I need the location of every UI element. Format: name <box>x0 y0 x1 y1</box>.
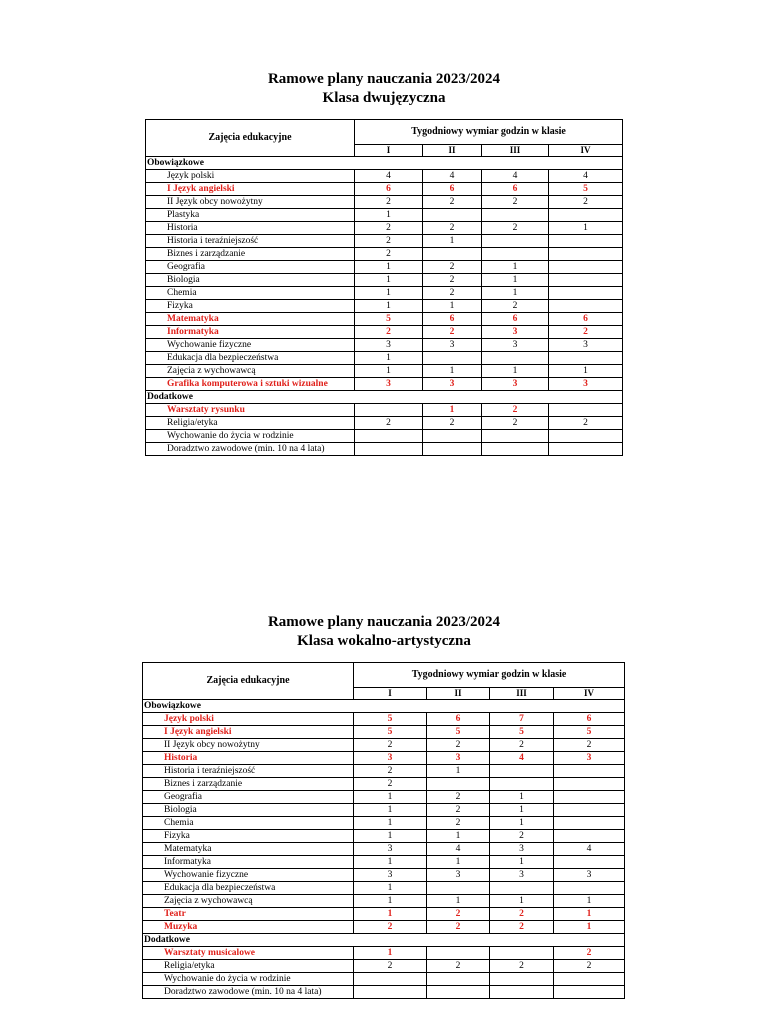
hours-cell: 4 <box>549 170 623 183</box>
subject-name: Edukacja dla bezpieczeństwa <box>146 352 355 365</box>
table-row <box>143 856 625 869</box>
hours-cell: 4 <box>482 170 549 183</box>
subject-name: Warsztaty rysunku <box>146 404 355 417</box>
table-row <box>146 378 623 391</box>
table-row <box>143 986 625 999</box>
hours-cell <box>549 274 623 287</box>
hours-cell: 1 <box>554 921 625 934</box>
plan1-title: Ramowe plany nauczania 2023/2024 <box>267 71 501 87</box>
table-row <box>143 817 625 830</box>
hours-cell <box>490 765 554 778</box>
hours-cell: 1 <box>354 791 427 804</box>
subject-name: Informatyka <box>143 856 354 869</box>
table-row <box>146 365 623 378</box>
hours-cell <box>490 986 554 999</box>
section-label: Obowiązkowe <box>143 700 625 713</box>
hours-cell: 5 <box>354 726 427 739</box>
hours-cell: 1 <box>423 365 482 378</box>
hours-cell: 2 <box>427 817 490 830</box>
subject-name: Doradztwo zawodowe (min. 10 na 4 lata) <box>143 986 354 999</box>
hours-cell: 1 <box>549 365 623 378</box>
hours-cell: 1 <box>427 895 490 908</box>
hours-cell: 5 <box>490 726 554 739</box>
hours-cell: 3 <box>554 752 625 765</box>
hours-cell <box>549 287 623 300</box>
hours-cell: 3 <box>490 869 554 882</box>
hours-cell: 2 <box>427 791 490 804</box>
subject-name: Geografia <box>143 791 354 804</box>
subject-name: Fizyka <box>143 830 354 843</box>
hours-cell <box>482 443 549 456</box>
hours-cell: 2 <box>354 778 427 791</box>
table-header-row <box>143 663 625 688</box>
hours-cell: 1 <box>354 817 427 830</box>
class-header-3: III <box>490 688 554 700</box>
hours-cell <box>423 209 482 222</box>
hours-cell <box>423 352 482 365</box>
subject-name: Historia i teraźniejszość <box>143 765 354 778</box>
section-label: Obowiązkowe <box>146 157 623 170</box>
subject-name: I Język angielski <box>146 183 355 196</box>
hours-cell: 3 <box>423 378 482 391</box>
table-row <box>146 222 623 235</box>
hours-cell <box>423 248 482 261</box>
hours-cell: 4 <box>554 843 625 856</box>
hours-cell: 2 <box>423 222 482 235</box>
hours-cell: 1 <box>354 947 427 960</box>
hours-cell <box>355 430 423 443</box>
subject-name: Wychowanie do życia w rodzinie <box>146 430 355 443</box>
hours-cell: 1 <box>549 222 623 235</box>
table-row <box>143 908 625 921</box>
subject-name: II Język obcy nowożytny <box>146 196 355 209</box>
header-subjects: Zajęcia edukacyjne <box>143 663 354 700</box>
table-row <box>143 739 625 752</box>
hours-cell: 6 <box>554 713 625 726</box>
plan2-title-block <box>0 613 768 651</box>
plan1-subtitle: Klasa dwujęzyczna <box>322 90 446 106</box>
hours-cell: 2 <box>355 222 423 235</box>
hours-cell: 1 <box>354 895 427 908</box>
table-row <box>143 895 625 908</box>
subject-name: Historia i teraźniejszość <box>146 235 355 248</box>
hours-cell: 2 <box>490 960 554 973</box>
table-row <box>143 973 625 986</box>
hours-cell: 3 <box>354 843 427 856</box>
hours-cell <box>354 986 427 999</box>
hours-cell: 1 <box>427 830 490 843</box>
hours-cell: 2 <box>355 196 423 209</box>
subject-name: Biznes i zarządzanie <box>146 248 355 261</box>
subject-name: I Język angielski <box>143 726 354 739</box>
hours-cell: 1 <box>427 765 490 778</box>
hours-cell: 3 <box>554 869 625 882</box>
table-row <box>143 947 625 960</box>
header-subjects: Zajęcia edukacyjne <box>146 120 355 157</box>
hours-cell <box>549 248 623 261</box>
hours-cell: 3 <box>354 869 427 882</box>
hours-cell: 1 <box>354 908 427 921</box>
hours-cell: 1 <box>354 882 427 895</box>
hours-cell: 3 <box>482 326 549 339</box>
hours-cell: 2 <box>554 739 625 752</box>
hours-cell <box>549 404 623 417</box>
hours-cell: 6 <box>482 313 549 326</box>
hours-cell: 4 <box>423 170 482 183</box>
header-hours: Tygodniowy wymiar godzin w klasie <box>354 663 625 688</box>
hours-cell: 2 <box>423 287 482 300</box>
subject-name: Doradztwo zawodowe (min. 10 na 4 lata) <box>146 443 355 456</box>
hours-cell: 1 <box>482 287 549 300</box>
class-header-4: IV <box>549 145 623 157</box>
table-row <box>146 170 623 183</box>
hours-cell: 2 <box>427 908 490 921</box>
subject-name: Warsztaty musicalowe <box>143 947 354 960</box>
hours-cell: 6 <box>355 183 423 196</box>
table-row <box>146 430 623 443</box>
hours-cell: 2 <box>423 196 482 209</box>
hours-cell <box>423 443 482 456</box>
section-row <box>146 157 623 170</box>
hours-cell <box>554 973 625 986</box>
hours-cell <box>490 778 554 791</box>
class-header-1: I <box>354 688 427 700</box>
subject-name: Biologia <box>143 804 354 817</box>
hours-cell <box>554 830 625 843</box>
hours-cell: 2 <box>549 417 623 430</box>
hours-cell <box>355 443 423 456</box>
hours-cell <box>427 947 490 960</box>
hours-cell: 2 <box>423 274 482 287</box>
table-row <box>146 235 623 248</box>
hours-cell: 2 <box>482 404 549 417</box>
hours-cell: 1 <box>355 300 423 313</box>
table-row <box>146 404 623 417</box>
hours-cell <box>549 443 623 456</box>
table-row <box>143 765 625 778</box>
hours-cell: 6 <box>427 713 490 726</box>
hours-cell: 2 <box>355 248 423 261</box>
hours-cell: 2 <box>423 326 482 339</box>
table-row <box>146 326 623 339</box>
hours-cell <box>355 404 423 417</box>
hours-cell: 1 <box>490 895 554 908</box>
table-row <box>146 209 623 222</box>
hours-cell: 1 <box>482 365 549 378</box>
table-row <box>146 300 623 313</box>
table-row <box>146 443 623 456</box>
class-header-3: III <box>482 145 549 157</box>
hours-cell: 5 <box>427 726 490 739</box>
table-row <box>143 752 625 765</box>
hours-cell: 5 <box>554 726 625 739</box>
hours-cell <box>554 765 625 778</box>
hours-cell: 1 <box>554 895 625 908</box>
hours-cell: 2 <box>427 921 490 934</box>
hours-cell <box>490 973 554 986</box>
hours-cell: 4 <box>355 170 423 183</box>
hours-cell: 2 <box>427 804 490 817</box>
subject-name: Matematyka <box>146 313 355 326</box>
hours-cell: 4 <box>427 843 490 856</box>
subject-name: Historia <box>146 222 355 235</box>
class-header-1: I <box>355 145 423 157</box>
hours-cell <box>490 882 554 895</box>
hours-cell: 2 <box>354 960 427 973</box>
subject-name: Religia/etyka <box>146 417 355 430</box>
hours-cell <box>549 261 623 274</box>
hours-cell: 2 <box>482 196 549 209</box>
hours-cell: 1 <box>482 261 549 274</box>
subject-name: Religia/etyka <box>143 960 354 973</box>
subject-name: Teatr <box>143 908 354 921</box>
table-row <box>143 778 625 791</box>
hours-cell: 2 <box>490 739 554 752</box>
hours-cell: 2 <box>423 417 482 430</box>
hours-cell <box>549 430 623 443</box>
hours-cell: 1 <box>490 804 554 817</box>
hours-cell <box>482 248 549 261</box>
hours-cell <box>423 430 482 443</box>
hours-cell: 4 <box>490 752 554 765</box>
hours-cell: 1 <box>355 352 423 365</box>
hours-cell <box>554 778 625 791</box>
hours-cell: 2 <box>354 765 427 778</box>
hours-cell: 7 <box>490 713 554 726</box>
subject-name: Zajęcia z wychowawcą <box>143 895 354 908</box>
subject-name: Historia <box>143 752 354 765</box>
table-row <box>143 869 625 882</box>
hours-cell: 1 <box>490 856 554 869</box>
table-row <box>146 352 623 365</box>
hours-cell: 6 <box>482 183 549 196</box>
table-row <box>146 417 623 430</box>
hours-cell: 1 <box>354 856 427 869</box>
table-row <box>143 843 625 856</box>
hours-cell <box>549 352 623 365</box>
plan2-table <box>142 662 625 999</box>
hours-cell: 1 <box>482 274 549 287</box>
hours-cell: 1 <box>355 261 423 274</box>
hours-cell: 3 <box>482 378 549 391</box>
section-label: Dodatkowe <box>146 391 623 404</box>
hours-cell: 1 <box>423 404 482 417</box>
subject-name: Muzyka <box>143 921 354 934</box>
hours-cell: 2 <box>490 921 554 934</box>
hours-cell: 1 <box>355 274 423 287</box>
hours-cell: 3 <box>423 339 482 352</box>
plan2-subtitle: Klasa wokalno-artystyczna <box>297 633 471 649</box>
hours-cell: 3 <box>427 752 490 765</box>
hours-cell: 1 <box>354 830 427 843</box>
subject-name: Język polski <box>146 170 355 183</box>
hours-cell <box>549 300 623 313</box>
hours-cell: 6 <box>423 183 482 196</box>
subject-name: Grafika komputerowa i sztuki wizualne <box>146 378 355 391</box>
hours-cell <box>549 235 623 248</box>
hours-cell: 2 <box>355 417 423 430</box>
hours-cell: 2 <box>554 960 625 973</box>
hours-cell: 3 <box>549 339 623 352</box>
hours-cell: 2 <box>355 326 423 339</box>
section-row <box>146 391 623 404</box>
hours-cell: 1 <box>427 856 490 869</box>
hours-cell: 3 <box>355 339 423 352</box>
hours-cell <box>554 817 625 830</box>
class-header-2: II <box>423 145 482 157</box>
hours-cell: 5 <box>354 713 427 726</box>
hours-cell <box>482 209 549 222</box>
table-row <box>143 713 625 726</box>
hours-cell: 2 <box>482 417 549 430</box>
hours-cell: 2 <box>490 830 554 843</box>
table-row <box>146 339 623 352</box>
plan2-title: Ramowe plany nauczania 2023/2024 <box>267 614 501 630</box>
subject-name: Matematyka <box>143 843 354 856</box>
hours-cell: 3 <box>355 378 423 391</box>
hours-cell: 1 <box>355 287 423 300</box>
table-row <box>146 274 623 287</box>
hours-cell: 3 <box>354 752 427 765</box>
hours-cell: 1 <box>354 804 427 817</box>
hours-cell: 2 <box>354 739 427 752</box>
subject-name: Wychowanie do życia w rodzinie <box>143 973 354 986</box>
hours-cell <box>427 986 490 999</box>
table-row <box>143 921 625 934</box>
hours-cell <box>554 791 625 804</box>
hours-cell: 3 <box>490 843 554 856</box>
hours-cell <box>427 778 490 791</box>
hours-cell <box>427 973 490 986</box>
hours-cell: 1 <box>554 908 625 921</box>
plan1-table <box>145 119 623 456</box>
hours-cell: 2 <box>549 196 623 209</box>
subject-name: Informatyka <box>146 326 355 339</box>
table-row <box>143 804 625 817</box>
hours-cell: 3 <box>482 339 549 352</box>
subject-name: Biologia <box>146 274 355 287</box>
hours-cell: 5 <box>549 183 623 196</box>
subject-name: Wychowanie fizyczne <box>143 869 354 882</box>
hours-cell <box>482 235 549 248</box>
table-header-row <box>146 120 623 145</box>
hours-cell <box>554 856 625 869</box>
table-row <box>146 313 623 326</box>
hours-cell <box>482 430 549 443</box>
subject-name: Wychowanie fizyczne <box>146 339 355 352</box>
hours-cell: 2 <box>490 908 554 921</box>
section-row <box>143 934 625 947</box>
table-row <box>146 183 623 196</box>
table-row <box>146 248 623 261</box>
hours-cell: 2 <box>423 261 482 274</box>
hours-cell <box>490 947 554 960</box>
section-label: Dodatkowe <box>143 934 625 947</box>
hours-cell: 1 <box>423 300 482 313</box>
subject-name: Język polski <box>143 713 354 726</box>
table-row <box>143 726 625 739</box>
section-row <box>143 700 625 713</box>
hours-cell: 5 <box>355 313 423 326</box>
hours-cell <box>554 882 625 895</box>
hours-cell: 1 <box>423 235 482 248</box>
hours-cell: 2 <box>427 739 490 752</box>
class-header-2: II <box>427 688 490 700</box>
table-row <box>143 960 625 973</box>
subject-name: Geografia <box>146 261 355 274</box>
subject-name: Chemia <box>146 287 355 300</box>
hours-cell <box>482 352 549 365</box>
hours-cell: 1 <box>355 209 423 222</box>
hours-cell: 6 <box>423 313 482 326</box>
subject-name: Plastyka <box>146 209 355 222</box>
plan1-title-block <box>0 70 768 108</box>
hours-cell: 2 <box>482 222 549 235</box>
hours-cell <box>427 882 490 895</box>
class-header-4: IV <box>554 688 625 700</box>
hours-cell: 3 <box>549 378 623 391</box>
hours-cell: 2 <box>354 921 427 934</box>
subject-name: Zajęcia z wychowawcą <box>146 365 355 378</box>
subject-name: Fizyka <box>146 300 355 313</box>
hours-cell <box>554 986 625 999</box>
subject-name: Biznes i zarządzanie <box>143 778 354 791</box>
table-row <box>146 287 623 300</box>
hours-cell: 1 <box>355 365 423 378</box>
subject-name: Chemia <box>143 817 354 830</box>
header-hours: Tygodniowy wymiar godzin w klasie <box>355 120 623 145</box>
subject-name: II Język obcy nowożytny <box>143 739 354 752</box>
hours-cell: 2 <box>549 326 623 339</box>
hours-cell <box>354 973 427 986</box>
table-row <box>146 261 623 274</box>
subject-name: Edukacja dla bezpieczeństwa <box>143 882 354 895</box>
table-row <box>146 196 623 209</box>
hours-cell: 3 <box>427 869 490 882</box>
table-row <box>143 882 625 895</box>
hours-cell: 1 <box>490 791 554 804</box>
table-row <box>143 791 625 804</box>
hours-cell: 2 <box>427 960 490 973</box>
hours-cell: 2 <box>554 947 625 960</box>
hours-cell: 2 <box>482 300 549 313</box>
hours-cell: 2 <box>355 235 423 248</box>
hours-cell: 6 <box>549 313 623 326</box>
hours-cell: 1 <box>490 817 554 830</box>
hours-cell <box>554 804 625 817</box>
hours-cell <box>549 209 623 222</box>
table-row <box>143 830 625 843</box>
